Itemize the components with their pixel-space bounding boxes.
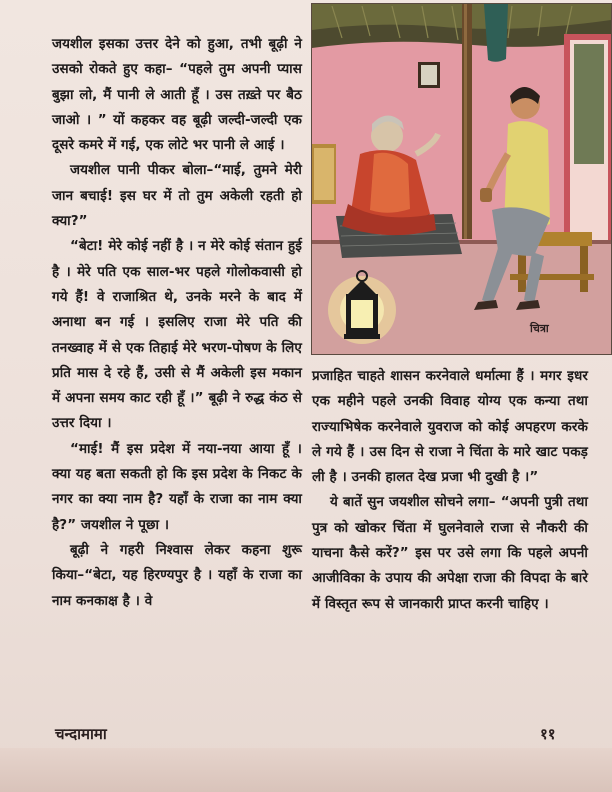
artist-signature: चित्रा (530, 322, 549, 335)
paragraph: जयशील पानी पीकर बोला–“माई, तुमने मेरी जान बचाई! इस घर में तो तुम अकेली रहती हो क्या?” (52, 162, 302, 230)
magazine-title: चन्दामामा (55, 725, 107, 743)
paragraph: “बेटा! मेरे कोई नहीं है । न मेरे कोई संतान हुई है । मेरे पति एक साल-भर पहले गोलोकवासी हो गये हैं! वे राजाश्रित थे, उनके मरने के बाद में अनाथा बन गई । इसलिए राजा मेरे पति की तनख्वाह में से एक तिहाई मेरे भरण-पोषण के लिए प्रति मास दे रहे हैं, उसी से मैं अकेली इस मकान में अपना समय काट रही हूँ ।” बूढ़ी ने रुद्ध कंठ से उत्तर दिया । (52, 238, 302, 432)
paragraph: “माई! मैं इस प्रदेश में नया-नया आया हूँ । क्या यह बता सकती हो कि इस प्रदेश के निकट के नगर का क्या नाम है? यहाँ के राजा का नाम क्या है?” जयशील ने पूछा । (52, 440, 302, 533)
illustration-art (312, 4, 611, 354)
paragraph: जयशील इसका उत्तर देने को हुआ, तभी बूढ़ी ने उसको रोकते हुए कहा– “पहले तुम अपनी प्यास बुझा लो, मैं पानी ले आती हूँ । उस तख़्ते पर बैठ जाओ । ” यों कहकर वह बूढ़ी जल्दी-जल्दी एक दूसरे कमरे में गई, एक लोटे भर पानी ले आई । (52, 36, 302, 154)
left-text-column (52, 32, 302, 614)
story-illustration (311, 3, 612, 355)
page-number: ११ (540, 725, 556, 743)
right-text-column (312, 364, 588, 617)
paragraph: ये बातें सुन जयशील सोचने लगा– “अपनी पुत्री तथा पुत्र को खोकर चिंता में घुलनेवाले राजा से नौकरी की याचना कैसे करें?” इस पर उसे लगा कि पहले अपनी आजीविका के उपाय की अपेक्षा राजा की विपदा के बारे में विस्तृत रूप से जानकारी प्राप्त करनी चाहिए । (312, 494, 588, 612)
page-bottom-edge (0, 748, 612, 792)
paragraph: बूढ़ी ने गहरी निश्वास लेकर कहना शुरू किया–“बेटा, यह हिरण्यपुर है । यहाँ के राजा का नाम कनकाक्ष है । वे (52, 541, 302, 609)
paragraph: प्रजाहित चाहते शासन करनेवाले धर्मात्मा हैं । मगर इधर एक महीने पहले उनकी विवाह योग्य एक कन्या तथा राज्याभिषेक करनेवाले युवराज को कोई अपहरण करके ले गये हैं । उस दिन से राजा ने चिंता के मारे खाट पकड़ ली है । उनकी हालत देख प्रजा भी दुखी है ।” (312, 368, 588, 486)
